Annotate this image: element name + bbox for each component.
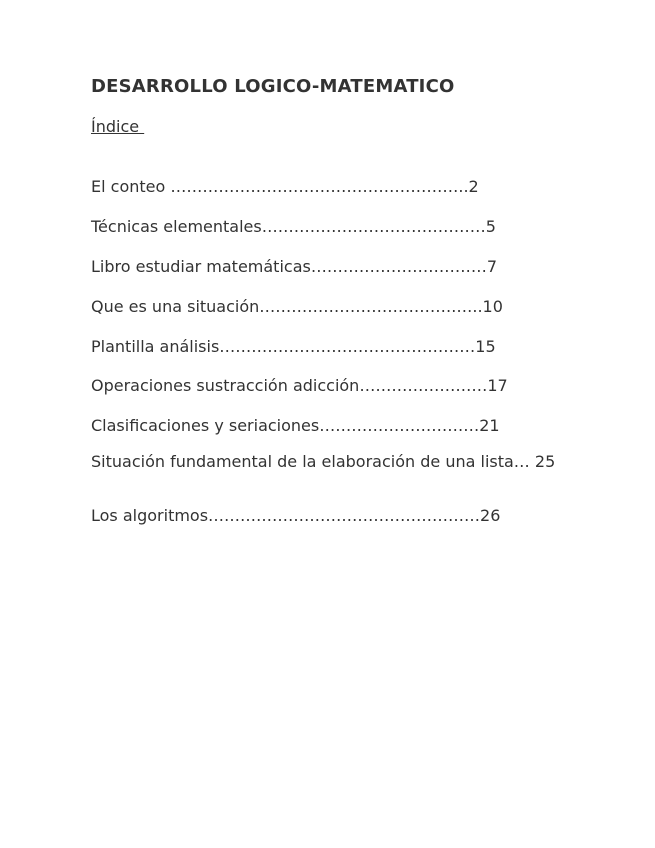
toc-entry-tecnicas-elementales <box>91 217 571 237</box>
toc-entry-text: Que es una situación……………………………….…..10 <box>91 297 503 316</box>
toc-entry-los-algoritmos <box>91 506 571 526</box>
toc-entry-clasificaciones <box>91 416 571 436</box>
toc-entry-que-es-una-situacion <box>91 297 571 317</box>
toc-entry-text: Operaciones sustracción adicción……………………17 <box>91 376 508 395</box>
index-heading: Índice <box>91 117 145 136</box>
toc-entry-operaciones <box>91 376 571 396</box>
toc-entry-text: Plantilla análisis…………………………………………15 <box>91 337 496 356</box>
toc-entry-text: Situación fundamental de la elaboración de una lista… 25 <box>91 452 556 471</box>
toc-entry-libro-estudiar <box>91 257 571 277</box>
toc-entry-text: Clasificaciones y seriaciones…………………………21 <box>91 416 500 435</box>
toc-entry-text: Técnicas elementales……………………………………5 <box>91 217 496 236</box>
toc-entry-text: Libro estudiar matemáticas……………………………7 <box>91 257 498 276</box>
document-page <box>91 0 571 848</box>
toc-entry-situacion-fundamental <box>91 452 563 472</box>
toc-entry-plantilla-analisis <box>91 337 571 357</box>
document-title: DESARROLLO LOGICO-MATEMATICO <box>91 76 455 97</box>
toc-entry-el-conteo <box>91 177 571 197</box>
toc-entry-text: El conteo ………………………………………………..2 <box>91 177 479 196</box>
toc-entry-text: Los algoritmos……………………………………………26 <box>91 506 501 525</box>
